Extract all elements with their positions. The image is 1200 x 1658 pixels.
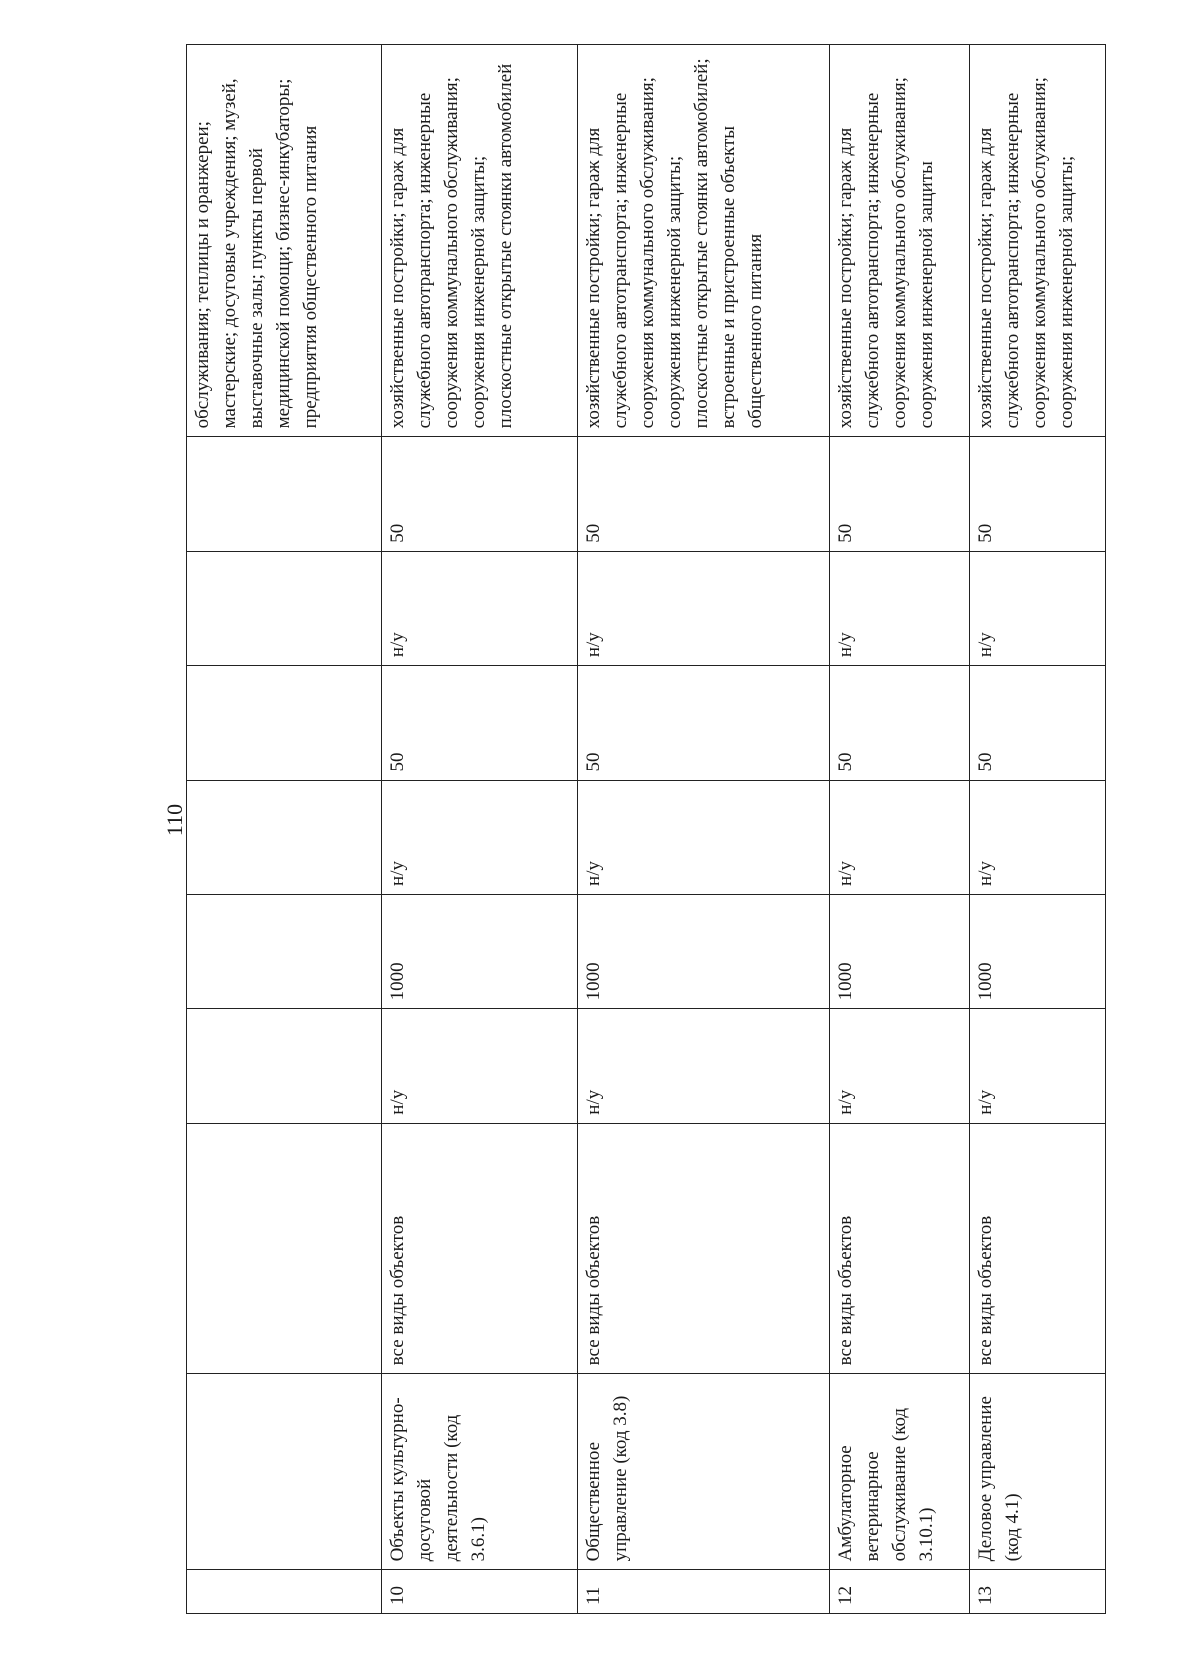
cell-no: 12 [830,1570,970,1614]
cell-value: 1000 [382,894,577,1008]
cell-value: н/у [970,1009,1106,1123]
page-number: 110 [162,803,187,837]
cell-value: 50 [577,666,830,780]
cell-objects [187,1123,382,1374]
cell-value: 50 [577,437,830,551]
cell-name: Деловое управление (код 4.1) [970,1374,1106,1570]
cell-value: 50 [830,666,970,780]
cell-description: хозяйственные постройки; гараж для служебного автотранспорта; инженерные сооружения коммунального обслуживания; сооружения инженерной защиты; плоскостные открытые стоянки автомобилей; встроенные и пристроенные объекты общественного питания [577,45,830,437]
cell-value: н/у [970,780,1106,894]
cell-value: 1000 [577,894,830,1008]
cell-no [187,1570,382,1614]
cell-objects: все виды объектов [830,1123,970,1374]
cell-description: хозяйственные постройки; гараж для служебного автотранспорта; инженерные сооружения коммунального обслуживания; сооружения инженерной защиты [830,45,970,437]
table-row-continuation [187,45,382,1614]
cell-description [187,45,382,437]
cell-value: 1000 [970,894,1106,1008]
cell-objects: все виды объектов [382,1123,577,1374]
cell-objects: все виды объектов [577,1123,830,1374]
cell-no: 11 [577,1570,830,1614]
cell-value: 50 [970,437,1106,551]
cell-value: н/у [382,1009,577,1123]
cell-value [187,1009,382,1123]
cell-objects: все виды объектов [970,1123,1106,1374]
zoning-regulations-table [186,44,1106,1614]
table-row [830,45,970,1614]
cell-description: хозяйственные постройки; гараж для служебного автотранспорта; инженерные сооружения коммунального обслуживания; сооружения инженерной защиты; плоскостные открытые стоянки автомобилей [382,45,577,437]
cell-value: н/у [970,551,1106,665]
cell-value [187,780,382,894]
cell-value: н/у [830,780,970,894]
cell-value [187,551,382,665]
cell-value: н/у [382,780,577,894]
rotated-table-container [186,44,1106,1614]
table-row [577,45,830,1614]
cell-value: н/у [577,1009,830,1123]
cell-name: Объекты культурно-досуговой деятельности (код 3.6.1) [382,1374,577,1570]
cell-value: 50 [382,437,577,551]
cell-value: н/у [577,780,830,894]
cell-value: 1000 [830,894,970,1008]
cell-value [187,437,382,551]
cell-value [187,666,382,780]
cell-name: Амбулаторное ветеринарное обслуживание (код 3.10.1) [830,1374,970,1570]
table-row [970,45,1106,1614]
cell-no: 13 [970,1570,1106,1614]
description-text: обслуживания; теплицы и оранжереи; мастерские; досуговые учреждения; музей, выставочные залы; пункты первой медицинской помощи; бизнес-инкубаторы; предприятия общественного питания [192,78,321,429]
table-row [382,45,577,1614]
cell-name: Общественное управление (код 3.8) [577,1374,830,1570]
cell-value: н/у [830,1009,970,1123]
cell-value: 50 [830,437,970,551]
cell-value [187,894,382,1008]
cell-name [187,1374,382,1570]
cell-value: н/у [382,551,577,665]
cell-description: хозяйственные постройки; гараж для служебного автотранспорта; инженерные сооружения коммунального обслуживания; сооружения инженерной защиты; [970,45,1106,437]
cell-no: 10 [382,1570,577,1614]
cell-value: н/у [577,551,830,665]
cell-value: 50 [382,666,577,780]
cell-value: 50 [970,666,1106,780]
cell-value: н/у [830,551,970,665]
